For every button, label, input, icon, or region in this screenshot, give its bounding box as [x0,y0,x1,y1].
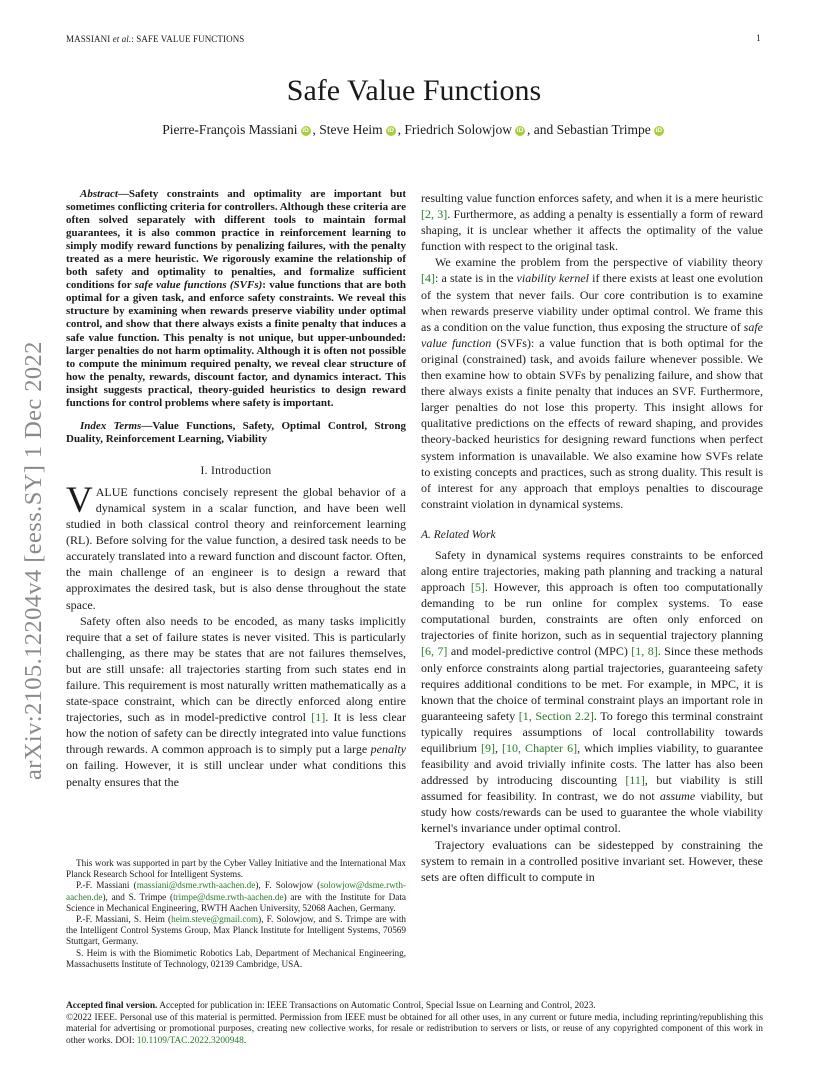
drop-cap: V [66,479,93,521]
left-column [66,188,406,790]
arxiv-stamp: arXiv:2105.12204v4 [eess.SY] 1 Dec 2022 [20,341,47,780]
citation-link[interactable]: [1, Section 2.2] [518,708,594,723]
footnote-funding: This work was supported in part by the Cyber Valley Initiative and the International Max Planck Research School for Intelligent Systems. [66,858,406,880]
abstract-label: Abstract [80,188,118,200]
author-trimpe: , and Sebastian Trimpe [527,122,651,137]
subsection-heading-related-work: A. Related Work [421,528,496,541]
related-work-paragraph-2: Trajectory evaluations can be sidestepped by constraining the system to remain in a controlled positive invariant set. However, these sets are often difficult to compute in [421,837,763,884]
doi-link[interactable]: 10.1109/TAC.2022.3200948 [136,1035,244,1046]
abstract [66,188,406,410]
running-header-pre: MASSIANI [66,34,113,44]
citation-link[interactable]: [6, 7] [421,644,448,659]
citation-link[interactable]: [10, Chapter 6] [502,741,578,755]
body-emphasis: safe value function [421,319,763,350]
body-text: if there exists at least one evolution of the system that never fails. Our core contribution is to examine when rewards preserve viability under optimal control. We frame this as a condition on the value function, thus exposing the structure of [421,271,763,334]
body-text: We examine the problem from the perspective of viability theory [435,255,763,270]
abstract-text-2: : value functions that are both optimal for a given task, and enforce safety constraints. We reveal this structure by examining when rewards preserve viability under optimal control, and show that there always exists a finite penalty that induces a safe value function. This penalty is not unique, but upper-unbounded: larger penalties do not harm optimality. Although it is often not possible to compute the minimum required penalty, we reveal clear structure of how the penalty, rewards, discount factor, and dynamics interact. This insight suggests practical, theory-guided heuristics to design reward functions for control problems where safety is important. [66,279,407,409]
footnote-text: P.-F. Massiani, S. Heim ( [76,914,172,925]
intro-p1-text: ALUE functions concisely represent the global behavior of a dynamical system in a scalar function, and have been well studied in both classical control theory and reinforcement learning (RL). Before solving for the value function, a desired task needs to be accurately translated into a reward function and discount factor. Often, the main challenge of an engineer is to design a reward that approximates the desired task, but is also dense throughout the state space. [66,484,406,612]
page-number: 1 [756,34,761,44]
body-text: , but viability is still assumed for feasibility. In contrast, we do not [421,773,763,804]
index-terms [66,420,406,446]
author-list [0,122,828,138]
footer-accepted-label: Accepted final version. [66,1001,158,1011]
body-text: : a state is in the [435,271,517,286]
body-emphasis: assume [659,789,696,804]
section-heading-introduction: I. Introduction [200,464,272,477]
citation-link[interactable]: [9] [481,741,496,755]
footnote-text: P.-F. Massiani ( [76,880,137,891]
footnote-text: ), and S. Trimpe ( [102,891,174,902]
intro-paragraph-3 [421,190,763,254]
footnote-affiliation-rwth [66,880,406,914]
related-work-paragraph-1 [421,547,763,837]
running-header-post: : SAFE VALUE FUNCTIONS [131,34,245,44]
body-text: . To forego this terminal constraint typically requires assumptions of local controllability towards equilibrium [421,708,763,755]
body-emphasis: viability kernel [516,271,589,286]
body-text: resulting value function enforces safety, and when it is a mere heuristic [421,191,763,205]
email-link[interactable]: massiani@dsme.rwth-aachen.de [136,880,256,891]
citation-link[interactable]: [1, 8] [631,644,658,659]
index-terms-text: —Value Functions, Safety, Optimal Control, Strong Duality, Reinforcement Learning, Viability [66,419,406,445]
page-footer [66,1001,763,1047]
footnote-text: ), F. Solowjow ( [255,880,321,891]
intro-p2-text: Safety often also needs to be encoded, as many tasks implicitly require that a set of failure states is never visited. This is particularly challenging, as there may be states that are not failures themselves, but are still unsafe: all trajectories starting from such states end in failure. This requirement is most naturally written mathematically as a state-space constraint, which can be directly enforced along entire trajectories, such as in model-predictive control [66,613,406,725]
author-solowjow: , Friedrich Solowjow [397,122,513,137]
orcid-icon[interactable]: iD [387,127,394,134]
body-text: . Furthermore, as adding a penalty is essentially a form of reward shaping, it is unclear whether it affects the optimality of the value function with respect to the original task. [421,207,763,254]
footer-copyright [66,1013,763,1048]
footnote-text: ) are with the Institute for Data Science in Mechanical Engineering, RWTH Aachen University, 52068 Aachen, Germany. [66,891,407,913]
body-text: Safety in dynamical systems requires constraints to be enforced along entire trajectories, making path planning and tracking a natural approach [421,547,763,595]
email-link[interactable]: heim.steve@gmail.com [171,914,259,925]
body-text: . Since these methods only enforce constraints along partial trajectories, guaranteeing safety requires additional conditions to be met. For example, in MPC, it is known that the choice of terminal constraint plays an important role in guaranteeing safety [421,644,764,723]
footnote-affiliation-mpi [66,914,406,948]
intro-paragraph-1 [66,479,406,613]
author-heim: , Steve Heim [312,122,383,137]
footer-accepted-text: Accepted for publication in: IEEE Transactions on Automatic Control, Special Issue on Learning and Control, 2023. [157,1001,596,1011]
email-link[interactable]: solowjow@dsme.rwth-aachen.de [66,880,406,902]
footnotes [66,858,406,970]
body-text: (SVFs): a value function that is both optimal for the original (constrained) task, and avoids failure whenever possible. We then examine how to obtain SVFs by penalizing failure, and show that there always exists a finite penalty that induces an SVF. Furthermore, larger penalties do not lose this property. This insight allows for qualitative predictions on the effects of reward shaping, and provides theory-backed heuristics for designing reward functions when perfect system information is unavailable. We also examine how SVFs relate to existing concepts and practices, such as strong duality. This result is of interest for any approach that employs penalties to discourage constraint violation in dynamical systems. [421,335,763,511]
running-header-etal: et al. [112,34,132,44]
footnote-text: ), F. Solowjow, and S. Trimpe are with the Intelligent Control Systems Group, Max Planck Institute for Intelligent Systems, 70569 Stuttgart, Germany. [66,914,406,947]
orcid-icon[interactable]: iD [655,127,663,134]
body-text: . However, this approach is often too computationally demanding to be run online for complex systems. To ease computational burden, constraints are often only enforced on trajectories of finite horizon, such as in sequential trajectory planning [421,580,763,643]
footer-accepted [66,1001,763,1013]
footnote-affiliation-mit: S. Heim is with the Biomimetic Robotics Lab, Department of Mechanical Engineering, Massachusetts Institute of Technology, 02139 Cambridge, USA. [66,947,406,969]
citation-link[interactable]: [4] [421,271,435,286]
author-massiani: Pierre-François Massiani [162,122,298,137]
body-text: , which implies viability, to guarantee feasibility and avoid trivially infinite costs. The latter has also been addressed by introducing discounting [421,741,764,788]
abstract-text-em: safe value functions (SVFs) [134,279,263,292]
body-text: and model-predictive control (MPC) [447,644,632,659]
orcid-icon[interactable]: iD [302,127,309,134]
paper-title: Safe Value Functions [286,74,542,107]
intro-p2-text: on failing. However, it is still unclear under what conditions this penalty ensures that the [66,758,406,789]
citation-link[interactable]: [2, 3] [421,207,448,222]
citation-link[interactable]: [11] [625,773,645,788]
body-text: viability, but study how costs/rewards can be used to guarantee the whole viability kernel's invariance under optimal control. [421,789,763,836]
body-text: , [495,741,503,755]
email-link[interactable]: trimpe@dsme.rwth-aachen.de [173,891,284,902]
footer-copyright-end: . [243,1035,247,1046]
right-column [421,190,763,885]
intro-p2-emphasis: penalty [370,742,406,757]
running-header [66,34,244,44]
intro-paragraph-2 [66,613,406,790]
citation-link[interactable]: [5] [470,580,485,595]
intro-paragraph-4 [421,254,763,512]
abstract-text-1: —Safety constraints and optimality are important but sometimes conflicting criteria for controllers. Although these criteria are often solved separately with different tools to maintain formal guarantees, it is also common practice in reinforcement learning to simply modify reward functions by penalizing failures, with the penalty treated as a mere heuristic. We rigorously examine the relationship of both safety and optimality to penalties, and formalize sufficient conditions for [66,188,406,292]
footer-copyright-text: ©2022 IEEE. Personal use of this material is permitted. Permission from IEEE must be obtained for all other uses, in any current or future media, including reprinting/republishing this material for advertising or promotional purposes, creating new collective works, for resale or redistribution to servers or lists, or reuse of any copyrighted component of this work in other works. DOI: [66,1012,763,1046]
index-terms-label: Index Terms [80,419,142,432]
orcid-icon[interactable]: iD [516,127,524,134]
citation-link[interactable]: [1] [311,710,326,725]
intro-p2-text: . It is less clear how the notion of safety can be directly integrated into value functions through rewards. A common approach is to simply put a large [66,710,406,757]
